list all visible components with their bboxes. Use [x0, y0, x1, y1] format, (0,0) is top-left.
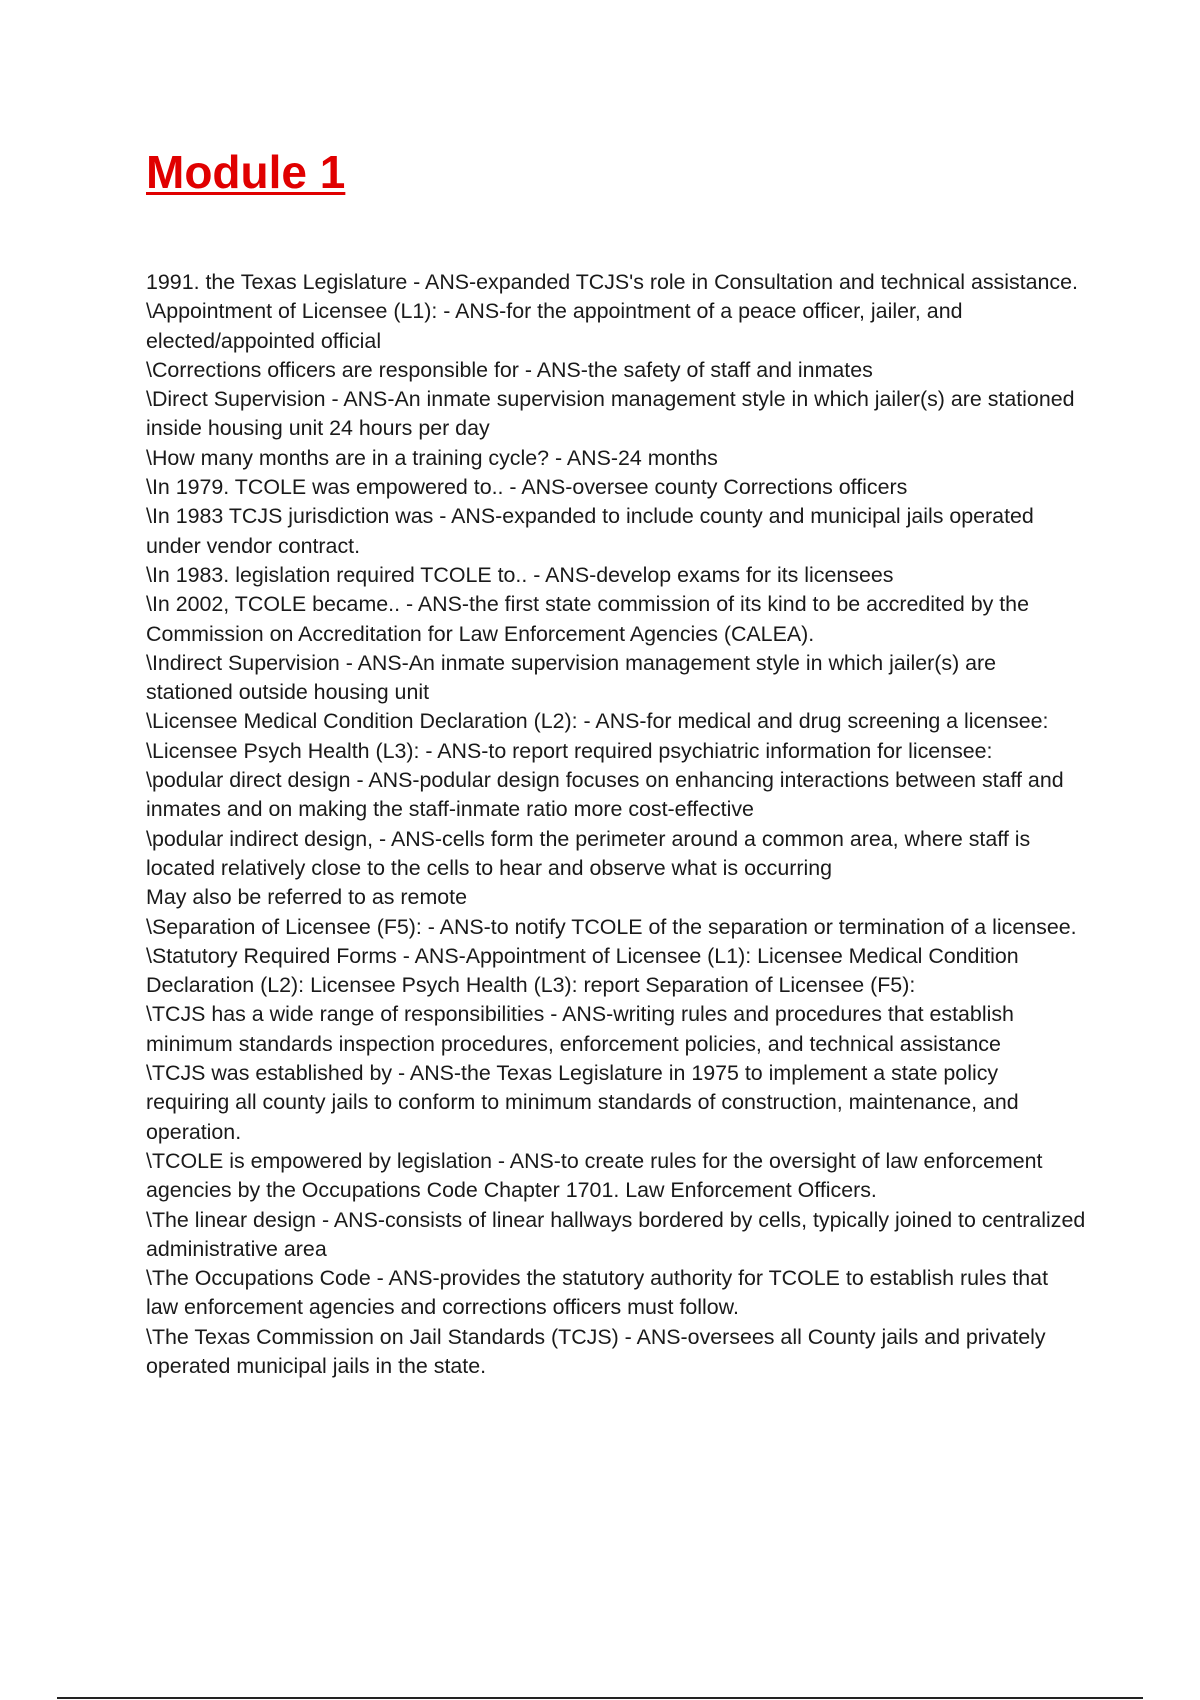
- flashcard-entry: \In 1983. legislation required TCOLE to.. - ANS-develop exams for its licensees: [146, 562, 894, 587]
- flashcard-entry: 1991. the Texas Legislature - ANS-expanded TCJS's role in Consultation and technical assistance.: [146, 270, 1078, 294]
- flashcard-entry: \In 1979. TCOLE was empowered to.. - ANS-oversee county Corrections officers: [146, 475, 908, 500]
- flashcard-entry: \Direct Supervision - ANS-An inmate supervision management style in which jailer(s) are stationed inside housing unit 24 hours per day: [146, 387, 1075, 441]
- flashcard-entry: \podular indirect design, - ANS-cells form the perimeter around a common area, where staff is located relatively close to the cells to hear and observe what is occurring: [146, 826, 1031, 880]
- flashcard-entry: \How many months are in a training cycle? - ANS-24 months: [146, 445, 718, 470]
- flashcard-entry: \The Occupations Code - ANS-provides the statutory authority for TCOLE to establish rules that law enforcement agencies and corrections officers must follow.: [146, 1266, 1049, 1320]
- footer-divider: [57, 1697, 1143, 1699]
- flashcard-entry: \TCJS has a wide range of responsibilities - ANS-writing rules and procedures that establish minimum standards inspection procedures, enforcement policies, and technical assistance: [146, 1002, 1014, 1056]
- module-title: Module 1: [146, 146, 346, 198]
- flashcard-entry: \In 2002, TCOLE became.. - ANS-the first state commission of its kind to be accredited by the Commission on Accreditation for Law Enforcement Agencies (CALEA).: [146, 592, 1029, 646]
- flashcard-entry: \Corrections officers are responsible for - ANS-the safety of staff and inmates: [146, 357, 873, 382]
- flashcard-entry: \In 1983 TCJS jurisdiction was - ANS-expanded to include county and municipal jails operated under vendor contract.: [146, 504, 1034, 558]
- flashcard-entry: \TCJS was established by - ANS-the Texas Legislature in 1975 to implement a state policy requiring all county jails to conform to minimum standards of construction, maintenance, and operation.: [146, 1061, 1019, 1144]
- flashcard-entry: \Statutory Required Forms - ANS-Appointment of Licensee (L1): Licensee Medical Condition Declaration (L2): Licensee Psych Health (L3): report Separation of Licensee (F5):: [146, 943, 1019, 998]
- flashcard-entry: \The Texas Commission on Jail Standards (TCJS) - ANS-oversees all County jails and privately operated municipal jails in the state.: [146, 1324, 1046, 1378]
- flashcard-entry: \Appointment of Licensee (L1): - ANS-for the appointment of a peace officer, jailer, and elected/appointed official: [146, 299, 963, 353]
- flashcard-entry: \Licensee Medical Condition Declaration (L2): - ANS-for medical and drug screening a licensee:: [146, 709, 1049, 734]
- flashcard-entry: \Separation of Licensee (F5): - ANS-to notify TCOLE of the separation or termination of a licensee.: [146, 914, 1077, 939]
- flashcard-entry: May also be referred to as remote: [146, 885, 468, 910]
- flashcard-entry: \The linear design - ANS-consists of linear hallways bordered by cells, typically joined to centralized administrative area: [146, 1207, 1086, 1261]
- flashcard-entry: \podular direct design - ANS-podular design focuses on enhancing interactions between staff and inmates and on making the staff-inmate ratio more cost-effective: [146, 768, 1064, 822]
- flashcard-entry: \Licensee Psych Health (L3): - ANS-to report required psychiatric information for licensee:: [146, 738, 993, 763]
- flashcard-list: [146, 268, 1086, 1381]
- flashcard-entry: \Indirect Supervision - ANS-An inmate supervision management style in which jailer(s) are stationed outside housing unit: [146, 650, 997, 705]
- flashcard-entry: \TCOLE is empowered by legislation - ANS-to create rules for the oversight of law enforcement agencies by the Occupations Code Chapter 1701. Law Enforcement Officers.: [146, 1148, 1043, 1203]
